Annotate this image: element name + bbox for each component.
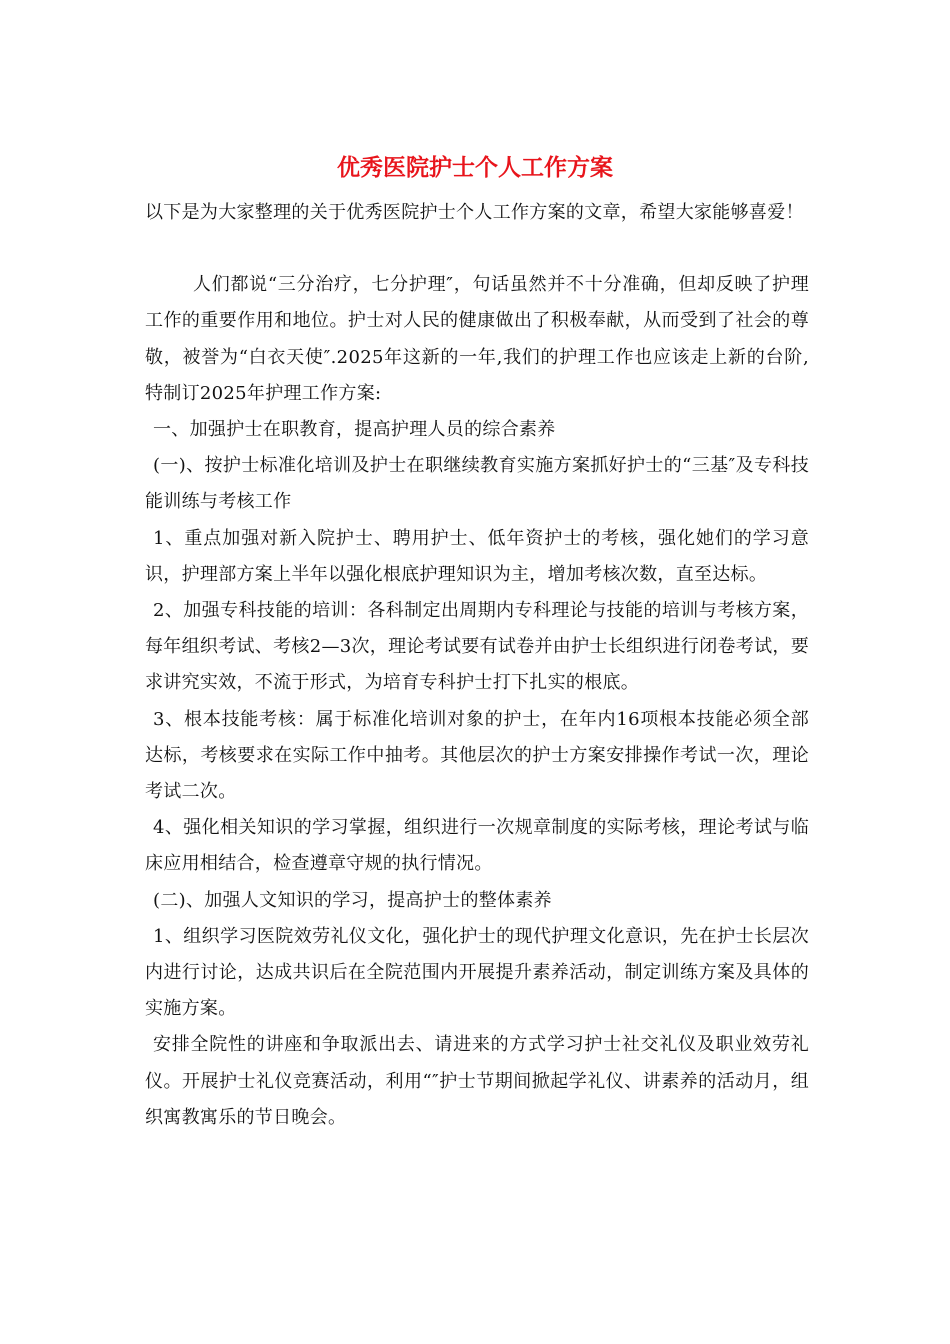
item-paragraph-3: 3、根本技能考核：属于标准化培训对象的护士，在年内16项根本技能必须全部达标，考核要求在实际工作中抽考。其他层次的护士方案安排操作考试一次，理论考试二次。 (145, 708, 809, 803)
document-title: 优秀医院护士个人工作方案 (337, 155, 613, 181)
section-heading-1: 一、加强护士在职教育，提高护理人员的综合素养 (153, 419, 556, 441)
subsection-heading-1: (一)、按护士标准化培训及护士在职继续教育实施方案抓好护士的“三基″及专科技能训练与考核工作 (145, 455, 809, 513)
subsection-heading-2: (二)、加强人文知识的学习，提高护士的整体素养 (153, 889, 552, 911)
item-paragraph-4: 4、强化相关知识的学习掌握，组织进行一次规章制度的实际考核，理论考试与临床应用相结合，检查遵章守规的执行情况。 (145, 817, 809, 875)
opening-paragraph: 人们都说“三分治疗，七分护理″，句话虽然并不十分准确，但却反映了护理工作的重要作用和地位。护士对人民的健康做出了积极奉献，从而受到了社会的尊敬，被誉为“白衣天使″.2025年这新的一年,我们的护理工作也应该走上新的台阶,特制订2025年护理工作方案: (145, 274, 809, 404)
document-body (145, 195, 809, 1136)
blank-line (145, 231, 809, 267)
item-paragraph-6: 安排全院性的讲座和争取派出去、请进来的方式学习护士社交礼仪及职业效劳礼仪。开展护士礼仪竞赛活动，利用“″护士节期间掀起学礼仪、讲素养的活动月，组织寓教寓乐的节日晚会。 (145, 1034, 809, 1128)
intro-paragraph: 以下是为大家整理的关于优秀医院护士个人工作方案的文章，希望大家能够喜爱！ (145, 202, 804, 223)
item-paragraph-1: 1、重点加强对新入院护士、聘用护士、低年资护士的考核，强化她们的学习意识，护理部方案上半年以强化根底护理知识为主，增加考核次数，直至达标。 (145, 527, 809, 585)
item-paragraph-5: 1、组织学习医院效劳礼仪文化，强化护士的现代护理文化意识，先在护士长层次内进行讨论，达成共识后在全院范围内开展提升素养活动，制定训练方案及具体的实施方案。 (145, 925, 809, 1020)
item-paragraph-2: 2、加强专科技能的培训：各科制定出周期内专科理论与技能的培训与考核方案，每年组织考试、考核2—3次，理论考试要有试卷并由护士长组织进行闭卷考试，要求讲究实效，不流于形式，为培育专科护士打下扎实的根底。 (145, 600, 810, 694)
